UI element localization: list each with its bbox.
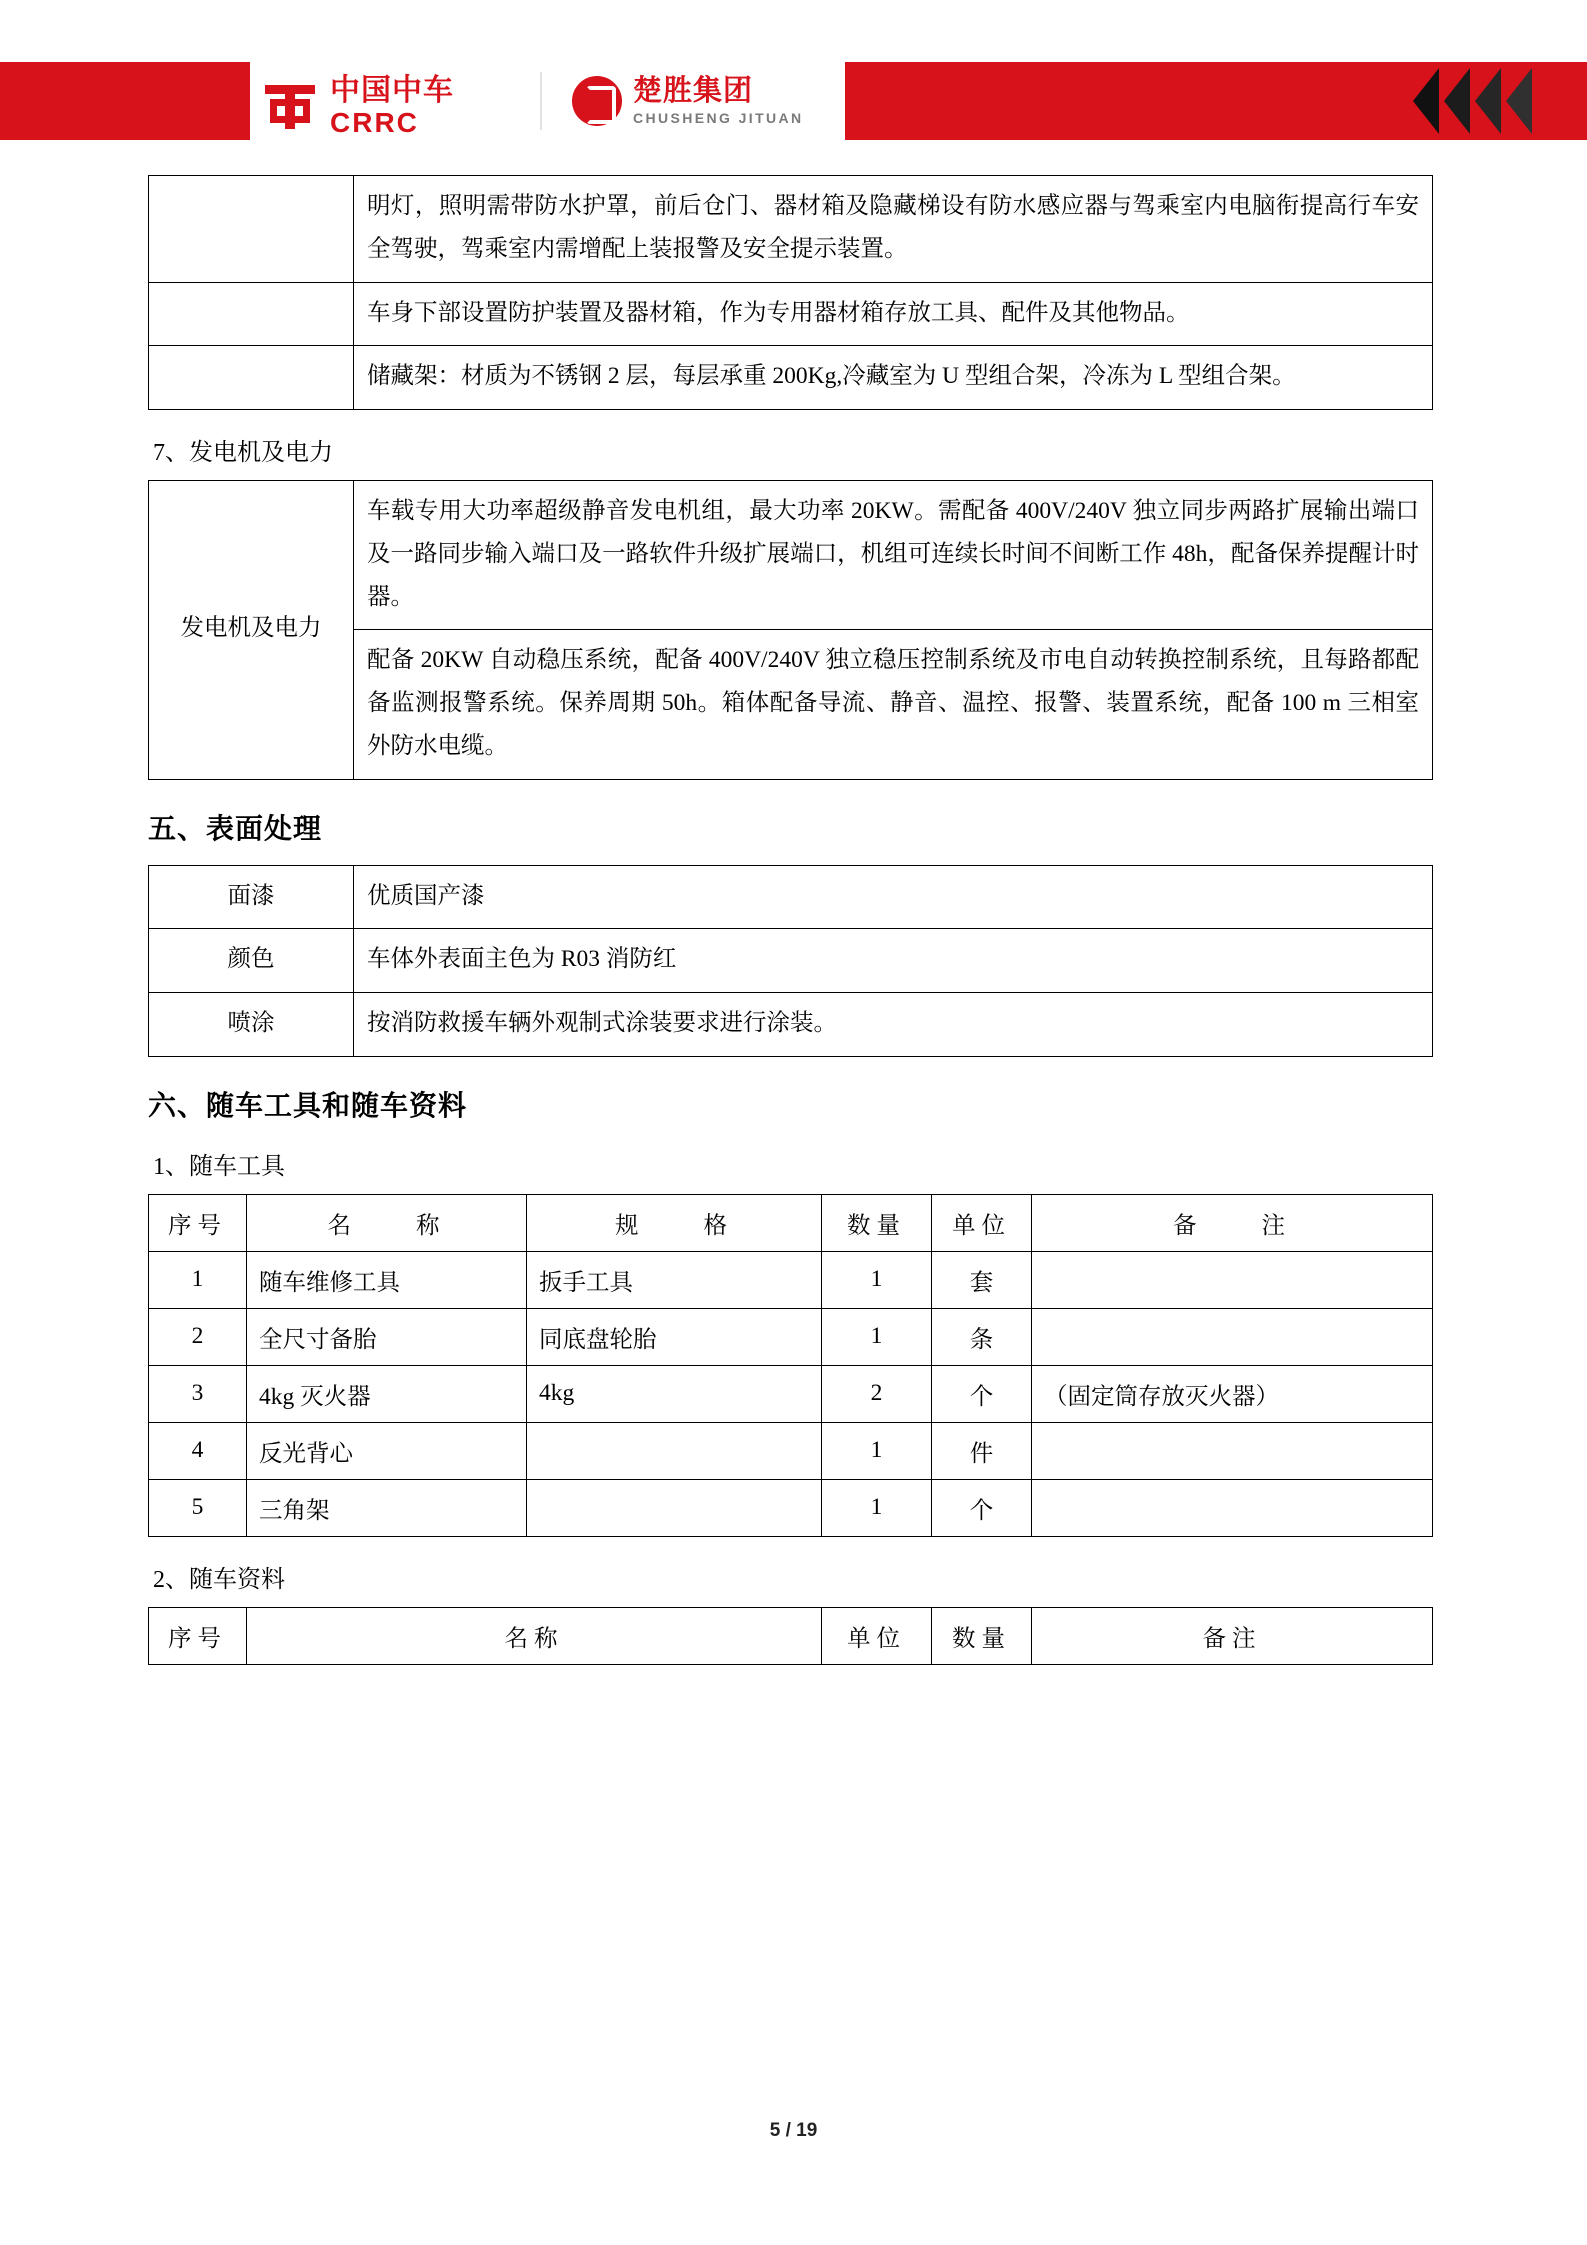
- cell-index: 5: [149, 1479, 247, 1536]
- row-text: 优质国产漆: [354, 865, 1433, 929]
- section-heading-tools: 六、随车工具和随车资料: [148, 1089, 468, 1121]
- table-header-row: [149, 1607, 1433, 1664]
- subsection-heading-docs-list: 2、随车资料: [153, 1566, 285, 1593]
- row-text: 储藏架：材质为不锈钢 2 层，每层承重 200Kg,冷藏室为 U 型组合架，冷冻为 L 型组合架。: [354, 346, 1433, 410]
- cell-name: 全尺寸备胎: [247, 1308, 527, 1365]
- cell-remark: [1032, 1308, 1433, 1365]
- row-label: 喷涂: [149, 993, 354, 1057]
- table-row: [149, 1308, 1433, 1365]
- cell-index: 2: [149, 1308, 247, 1365]
- row-label-generator: 发电机及电力: [149, 481, 354, 780]
- chevron-decoration: [1413, 68, 1532, 134]
- chusheng-logo-en: CHUSHENG JITUAN: [633, 110, 804, 127]
- cell-qty: 1: [822, 1308, 932, 1365]
- cell-remark: [1032, 1251, 1433, 1308]
- cell-spec: 扳手工具: [527, 1251, 822, 1308]
- page-number: 5 / 19: [769, 2120, 818, 2141]
- col-header-qty: 数量: [932, 1607, 1032, 1664]
- row-label: [149, 282, 354, 346]
- continued-spec-table: [148, 175, 1433, 410]
- page-header-banner: [0, 0, 1587, 175]
- cell-unit: 套: [932, 1251, 1032, 1308]
- document-page: [0, 175, 1587, 1665]
- cell-remark: [1032, 1422, 1433, 1479]
- subsection-heading-tools-list: 1、随车工具: [153, 1153, 285, 1180]
- logo-divider: [540, 72, 542, 130]
- onboard-tools-table: [148, 1194, 1433, 1537]
- table-row: [149, 993, 1433, 1057]
- chusheng-logo-cn: 楚胜集团: [633, 75, 754, 107]
- chusheng-logo: [572, 76, 804, 126]
- cell-index: 3: [149, 1365, 247, 1422]
- col-header-name: 名 称: [247, 1194, 527, 1251]
- col-header-index: 序号: [149, 1607, 247, 1664]
- table-row: [149, 1251, 1433, 1308]
- header-red-band-left: [0, 62, 250, 140]
- crrc-logo: [262, 76, 454, 137]
- crrc-logo-cn: 中国中车: [330, 74, 454, 107]
- row-label: [149, 346, 354, 410]
- row-label: 面漆: [149, 865, 354, 929]
- table-row: [149, 1479, 1433, 1536]
- cell-spec: 同底盘轮胎: [527, 1308, 822, 1365]
- cell-remark: （固定筒存放灭火器）: [1032, 1365, 1433, 1422]
- row-text: 车体外表面主色为 R03 消防红: [354, 929, 1433, 993]
- col-header-spec: 规 格: [527, 1194, 822, 1251]
- section-heading-surface: 五、表面处理: [148, 812, 323, 844]
- page-footer: [0, 2120, 1587, 2142]
- row-text: 车载专用大功率超级静音发电机组，最大功率 20KW。需配备 400V/240V 独立同步两路扩展输出端口及一路同步输入端口及一路软件升级扩展端口，机组可连续长时间不间断工作 48h，配备保养提醒计时器。: [354, 481, 1433, 630]
- chevron-icon: [1506, 68, 1532, 134]
- onboard-documents-table: [148, 1607, 1433, 1665]
- table-row: [149, 481, 1433, 630]
- cell-index: 4: [149, 1422, 247, 1479]
- row-text: 明灯，照明需带防水护罩，前后仓门、器材箱及隐藏梯设有防水感应器与驾乘室内电脑衔提高行车安全驾驶，驾乘室内需增配上装报警及安全提示装置。: [354, 176, 1433, 283]
- row-text: 按消防救援车辆外观制式涂装要求进行涂装。: [354, 993, 1433, 1057]
- cell-name: 三角架: [247, 1479, 527, 1536]
- cell-spec: [527, 1479, 822, 1536]
- cell-unit: 个: [932, 1365, 1032, 1422]
- cell-qty: 1: [822, 1422, 932, 1479]
- table-row: [149, 1422, 1433, 1479]
- cell-name: 随车维修工具: [247, 1251, 527, 1308]
- col-header-index: 序号: [149, 1194, 247, 1251]
- table-row: [149, 929, 1433, 993]
- table-row: [149, 865, 1433, 929]
- table-row: [149, 176, 1433, 283]
- cell-qty: 1: [822, 1479, 932, 1536]
- cell-unit: 个: [932, 1479, 1032, 1536]
- cell-spec: [527, 1422, 822, 1479]
- cell-qty: 1: [822, 1251, 932, 1308]
- table-row: [149, 282, 1433, 346]
- row-text: 配备 20KW 自动稳压系统，配备 400V/240V 独立稳压控制系统及市电自动转换控制系统，且每路都配备监测报警系统。保养周期 50h。箱体配备导流、静音、温控、报警、装置系统，配备 100 m 三相室外防水电缆。: [354, 630, 1433, 779]
- chevron-icon: [1413, 68, 1439, 134]
- table-row: [149, 346, 1433, 410]
- chevron-icon: [1444, 68, 1470, 134]
- col-header-name: 名称: [247, 1607, 822, 1664]
- subsection-heading-generator: 7、发电机及电力: [153, 440, 333, 467]
- table-header-row: [149, 1194, 1433, 1251]
- cell-unit: 件: [932, 1422, 1032, 1479]
- row-text: 车身下部设置防护装置及器材箱，作为专用器材箱存放工具、配件及其他物品。: [354, 282, 1433, 346]
- chevron-icon: [1475, 68, 1501, 134]
- cell-unit: 条: [932, 1308, 1032, 1365]
- col-header-qty: 数量: [822, 1194, 932, 1251]
- generator-spec-table: [148, 480, 1433, 780]
- row-label: 颜色: [149, 929, 354, 993]
- cell-index: 1: [149, 1251, 247, 1308]
- surface-treatment-table: [148, 865, 1433, 1057]
- cell-qty: 2: [822, 1365, 932, 1422]
- col-header-remark: 备注: [1032, 1607, 1433, 1664]
- col-header-unit: 单位: [822, 1607, 932, 1664]
- chusheng-emblem-icon: [572, 76, 622, 126]
- col-header-unit: 单位: [932, 1194, 1032, 1251]
- cell-spec: 4kg: [527, 1365, 822, 1422]
- col-header-remark: 备 注: [1032, 1194, 1433, 1251]
- crrc-logo-en: CRRC: [330, 107, 419, 138]
- crrc-emblem-icon: [262, 81, 318, 133]
- table-row: [149, 1365, 1433, 1422]
- row-label: [149, 176, 354, 283]
- cell-name: 4kg 灭火器: [247, 1365, 527, 1422]
- cell-remark: [1032, 1479, 1433, 1536]
- cell-name: 反光背心: [247, 1422, 527, 1479]
